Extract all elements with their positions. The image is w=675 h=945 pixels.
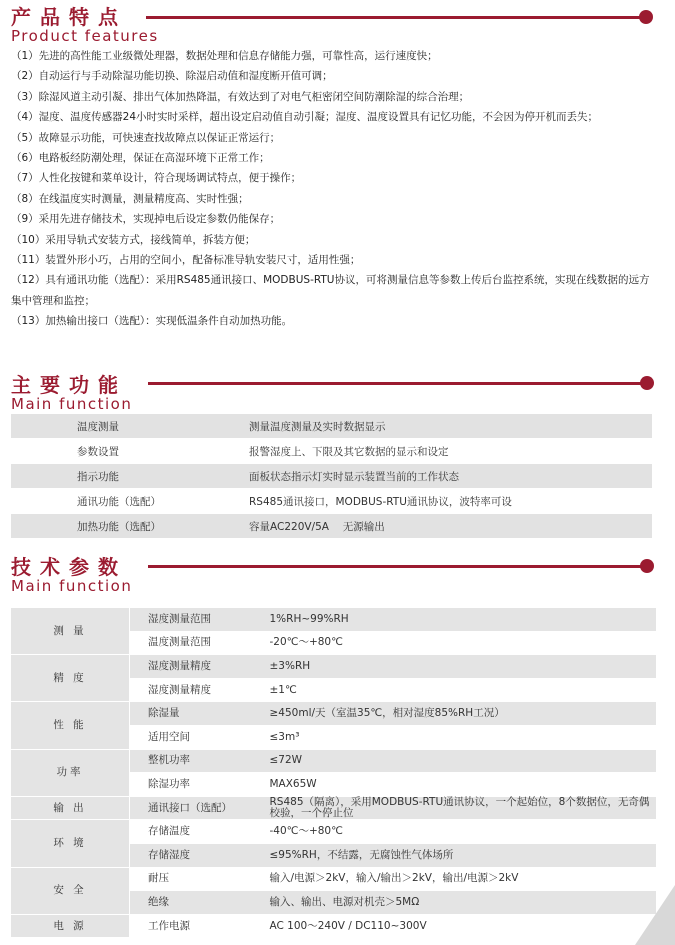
spec-category: 环 境 xyxy=(11,820,130,867)
features-divider-dot xyxy=(639,10,653,24)
function-description: 报警湿度上、下限及其它数据的显示和设定 xyxy=(249,439,652,464)
main-function-title-cn: 主要功能 xyxy=(11,373,127,397)
spec-row xyxy=(11,749,656,773)
main-function-divider xyxy=(148,382,646,385)
spec-value: -40℃～+80℃ xyxy=(270,820,657,844)
function-description: 面板状态指示灯实时显示装置当前的工作状态 xyxy=(249,464,652,489)
spec-item: 工作电源 xyxy=(130,914,270,938)
corner-decoration xyxy=(635,885,675,945)
spec-divider-dot xyxy=(640,559,654,573)
main-function-table xyxy=(11,414,652,539)
main-function-row xyxy=(11,414,652,439)
main-function-row xyxy=(11,489,652,514)
spec-item: 存储温度 xyxy=(130,820,270,844)
spec-value: 输入/电源＞2kV，输入/输出＞2kV，输出/电源＞2kV xyxy=(270,867,657,891)
spec-item: 除湿功率 xyxy=(130,773,270,797)
spec-item: 湿度测量精度 xyxy=(130,655,270,679)
feature-item: （13）加热输出接口（选配）：实现低温条件自动加热功能。 xyxy=(11,315,293,328)
spec-item: 绝缘 xyxy=(130,891,270,915)
spec-category: 输 出 xyxy=(11,796,130,820)
spec-category: 精 度 xyxy=(11,655,130,702)
feature-item: （5）故障显示功能，可快速查找故障点以保证正常运行； xyxy=(11,131,281,144)
spec-item: 存储湿度 xyxy=(130,843,270,867)
feature-item: （3）除湿风道主动引凝、排出气体加热降温，有效达到了对电气柜密闭空间防潮除湿的综合治理； xyxy=(11,90,470,103)
spec-value: ≤3m³ xyxy=(270,725,657,749)
function-name: 通讯功能（选配） xyxy=(11,489,249,514)
function-name: 参数设置 xyxy=(11,439,249,464)
feature-item: （9）采用先进存储技术，实现掉电后设定参数仍能保存； xyxy=(11,213,281,226)
spec-item: 除湿量 xyxy=(130,702,270,726)
spec-item: 温度测量范围 xyxy=(130,631,270,655)
main-function-row xyxy=(11,514,652,539)
spec-item: 湿度测量范围 xyxy=(130,608,270,631)
spec-value: AC 100～240V / DC110~300V xyxy=(270,914,657,938)
spec-title-cn: 技术参数 xyxy=(11,555,127,579)
main-function-heading xyxy=(11,374,132,412)
feature-item: （7）人性化按键和菜单设计，符合现场调试特点，便于操作； xyxy=(11,172,302,185)
features-title-en: Product features xyxy=(11,27,159,45)
spec-value: ≥450ml/天（室温35℃，相对湿度85%RH工况） xyxy=(270,702,657,726)
features-heading xyxy=(11,6,159,44)
feature-item: （10）采用导轨式安装方式，接线简单，拆装方便； xyxy=(11,233,256,246)
feature-item: （2）自动运行与手动除湿功能切换、除湿启动值和湿度断开值可调； xyxy=(11,70,333,83)
feature-item: （12）具有通讯功能（选配）：采用RS485通讯接口、MODBUS-RTU协议，可将测量信息等参数上传后台监控系统，实现在线数据的远方集中管理和监控； xyxy=(11,274,650,307)
spec-heading xyxy=(11,556,132,594)
spec-title-en: Main function xyxy=(11,577,133,595)
spec-item: 湿度测量精度 xyxy=(130,678,270,702)
spec-value: ±3%RH xyxy=(270,655,657,679)
spec-item: 通讯接口（选配） xyxy=(130,796,270,820)
main-function-divider-dot xyxy=(640,376,654,390)
function-name: 温度测量 xyxy=(11,414,249,439)
spec-value: ±1℃ xyxy=(270,678,657,702)
spec-table xyxy=(11,608,656,938)
spec-row xyxy=(11,655,656,679)
spec-category: 测 量 xyxy=(11,608,130,655)
function-name: 指示功能 xyxy=(11,464,249,489)
spec-value: RS485（隔离），采用MODBUS-RTU通讯协议，一个起始位，8个数据位，无奇偶校验，一个停止位 xyxy=(270,796,657,820)
spec-value: ≤72W xyxy=(270,749,657,773)
spec-row xyxy=(11,796,656,820)
spec-item: 适用空间 xyxy=(130,725,270,749)
spec-category: 安 全 xyxy=(11,867,130,914)
spec-row xyxy=(11,608,656,631)
spec-value: -20℃～+80℃ xyxy=(270,631,657,655)
feature-item: （1）先进的高性能工业级微处理器，数据处理和信息存储能力强，可靠性高，运行速度快； xyxy=(11,50,438,62)
spec-item: 整机功率 xyxy=(130,749,270,773)
spec-category: 性 能 xyxy=(11,702,130,749)
function-description: RS485通讯接口，MODBUS-RTU通讯协议，波特率可设 xyxy=(249,489,652,514)
feature-item: （6）电路板经防潮处理，保证在高湿环境下正常工作； xyxy=(11,152,270,165)
function-description: 测量温度测量及实时数据显示 xyxy=(249,414,652,439)
spec-value: ≤95%RH，不结露，无腐蚀性气体场所 xyxy=(270,843,657,867)
spec-item: 耐压 xyxy=(130,867,270,891)
main-function-row xyxy=(11,464,652,489)
features-divider xyxy=(146,16,646,19)
spec-row xyxy=(11,820,656,844)
spec-value: MAX65W xyxy=(270,773,657,797)
spec-row xyxy=(11,867,656,891)
feature-item: （11）装置外形小巧，占用的空间小，配备标准导轨安装尺寸，适用性强； xyxy=(11,254,361,267)
features-title-cn: 产品特点 xyxy=(11,5,127,29)
spec-category: 电 源 xyxy=(11,914,130,938)
spec-divider xyxy=(148,565,646,568)
spec-row xyxy=(11,702,656,726)
function-description: 容量AC220V/5A 无源输出 xyxy=(249,514,652,539)
feature-item: （4）湿度、温度传感器24小时实时采样，超出设定启动值自动引凝；湿度、温度设置具有记忆功能，不会因为停开机而丢失； xyxy=(11,111,599,124)
feature-item: （8）在线温度实时测量，测量精度高、实时性强； xyxy=(11,192,249,205)
main-function-row xyxy=(11,439,652,464)
spec-value: 输入、输出、电源对机壳＞5MΩ xyxy=(270,891,657,915)
features-list xyxy=(11,46,656,332)
spec-row xyxy=(11,914,656,938)
main-function-title-en: Main function xyxy=(11,395,133,413)
function-name: 加热功能（选配） xyxy=(11,514,249,539)
spec-category: 功率 xyxy=(11,749,130,796)
spec-value: 1%RH~99%RH xyxy=(270,608,657,631)
